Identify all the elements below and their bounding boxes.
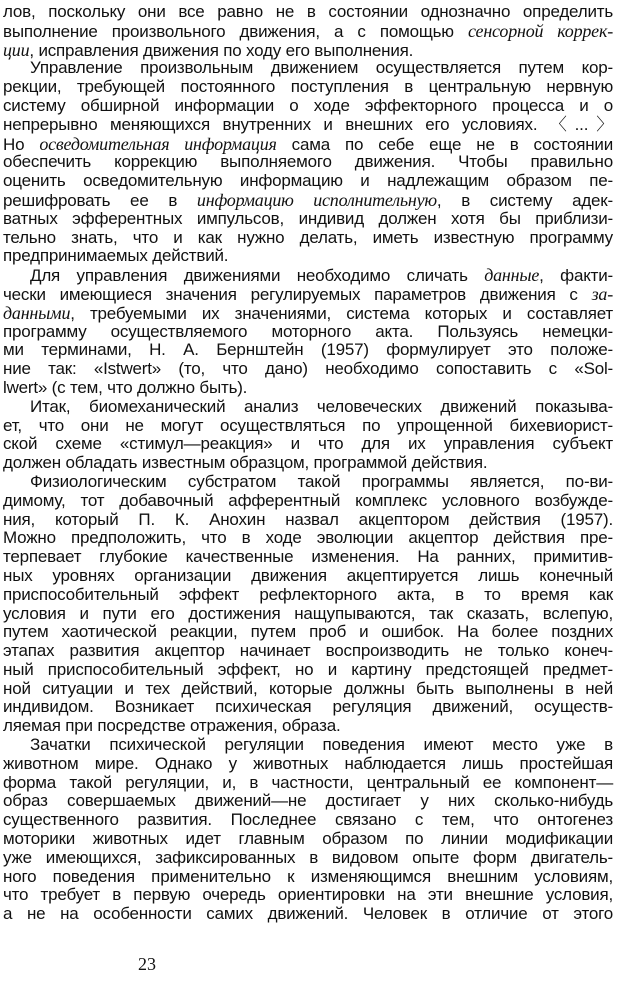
text-line xyxy=(3,229,613,248)
text-segment: животном мире. Однако у животных наблюдается лишь простейшая xyxy=(3,753,613,773)
italic-text: ции xyxy=(3,39,30,60)
text-line xyxy=(3,191,613,210)
text-segment: Итак, биомеханический анализ человеческих движений показыва- xyxy=(30,396,613,416)
text-segment: путем хаотической реакции, путем проб и ошибок. На более поздних xyxy=(3,622,613,642)
text-line xyxy=(3,886,613,905)
text-segment: ми терминами, Н. А. Бернштейн (1957) формулирует это положе- xyxy=(3,340,613,360)
italic-text: данными xyxy=(3,302,71,323)
text-line xyxy=(3,586,613,605)
italic-text: осведомительная информация xyxy=(39,133,277,154)
text-line xyxy=(3,266,613,285)
text-segment: что требует в первую очередь ориентировки на эти внешние условия, xyxy=(3,885,613,905)
text-segment: а не на особенности самих движений. Человек в отличие от этого xyxy=(3,904,613,924)
text-line xyxy=(3,605,613,624)
text-line xyxy=(3,153,613,172)
text-line xyxy=(3,905,613,924)
text-segment: приспособительный эффект рефлекторного акта, в то время как xyxy=(3,584,613,604)
text-segment: ской схеме «стимул—реакция» и что для их управления субъект xyxy=(3,434,613,454)
text-segment: ния, который П. К. Анохин назвал акцептором действия (1957). xyxy=(3,509,613,529)
text-segment: обеспечить коррекцию выполняемого движения. Чтобы правильно xyxy=(3,152,613,172)
text-segment: условия и пути его достижения нащупываются, так сказать, вслепую, xyxy=(3,603,613,623)
text-line xyxy=(3,492,613,511)
text-segment: ет, что они не могут осуществляться по упрощенной бихевиорист- xyxy=(3,415,613,435)
text-segment: ных уровнях организации движения акцептируется лишь конечный xyxy=(3,565,613,585)
text-segment: Зачатки психической регуляции поведения имеют место уже в xyxy=(30,735,613,755)
text-line xyxy=(3,116,613,135)
text-segment: димому, тот добавочный афферентный комплекс условного возбужде- xyxy=(3,490,613,510)
text-segment: индивидом. Возникает психическая регуляция движений, осуществ- xyxy=(3,697,613,717)
text-segment: оценить осведомительную информацию и надлежащим образом пе- xyxy=(3,171,613,191)
text-segment: lwert» (с тем, что должно быть). xyxy=(3,377,248,397)
text-segment: ный приспособительный эффект, но и картину предстоящей предмет- xyxy=(3,659,613,679)
text-line xyxy=(3,398,613,417)
text-segment: существенного развития. Последнее связано с тем, что онтогенез xyxy=(3,810,613,830)
text-line xyxy=(3,661,613,680)
text-line xyxy=(3,285,613,304)
text-segment: тельно знать, что и как нужно делать, иметь известную программу xyxy=(3,227,613,247)
text-line xyxy=(3,830,613,849)
text-segment: уже имеющихся, зафиксированных в видовом опыте форм двигатель- xyxy=(3,847,613,867)
text-segment: ного поведения применительно к изменяющимся внешним условиям, xyxy=(3,866,613,886)
text-line xyxy=(3,567,613,586)
text-line xyxy=(3,774,613,793)
text-line xyxy=(3,210,613,229)
text-segment: моторики животных идет главным образом по линии модификации xyxy=(3,829,613,849)
text-segment: ватных эфферентных импульсов, индивид должен хотя бы приблизи- xyxy=(3,208,613,228)
text-segment: программу осуществляемого моторного акта. Пользуясь немецки- xyxy=(3,321,613,341)
text-segment: этапах развития акцептор начинает воспроизводить не только конеч- xyxy=(3,641,613,661)
text-segment: систему обширной информации о ходе эффекторного процесса и о xyxy=(3,95,613,115)
text-line xyxy=(3,642,613,661)
text-segment: , факти- xyxy=(539,266,613,286)
text-line xyxy=(3,454,613,473)
text-segment: Управление произвольным движением осуществляется путем кор- xyxy=(30,58,613,78)
text-segment: , требуемыми их значениями, система которых и составляет xyxy=(70,303,613,323)
text-segment: Для управления движениями необходимо сличать xyxy=(30,266,485,286)
text-line xyxy=(3,755,613,774)
italic-text: данные xyxy=(484,265,540,286)
text-line xyxy=(3,473,613,492)
italic-text: информацию исполнительную xyxy=(196,189,437,210)
text-line xyxy=(3,41,613,60)
text-line xyxy=(3,341,613,360)
text-segment: сама по себе еще не в состоянии xyxy=(276,134,614,154)
text-segment: ной ситуации и тех действий, которые должны быть выполнены в ней xyxy=(3,678,613,698)
text-segment: образ совершаемых движений—не достигает у них сколько-нибудь xyxy=(3,791,613,811)
text-line xyxy=(3,3,613,22)
text-line xyxy=(3,379,613,398)
text-segment: ние так: «Istwert» (то, что дано) необходимо сопоставить с «Sol- xyxy=(3,359,613,379)
text-segment: , в систему адек- xyxy=(436,190,613,210)
text-line xyxy=(3,868,613,887)
text-segment: Но xyxy=(3,134,40,154)
text-line xyxy=(3,22,613,41)
text-line xyxy=(3,323,613,342)
page-number: 23 xyxy=(138,954,156,974)
text-segment: должен обладать известным образцом, программой действия. xyxy=(3,453,488,473)
text-segment: выполнение произвольного движения, а с помощью xyxy=(3,21,468,41)
text-line xyxy=(3,811,613,830)
text-segment: чески имеющиеся значения регулируемых параметров движения с xyxy=(3,284,592,304)
text-line xyxy=(3,548,613,567)
text-segment: лов, поскольку они все равно не в состоянии однозначно определить xyxy=(3,2,613,21)
text-segment: , исправления движения по ходу его выполнения. xyxy=(29,40,414,60)
italic-text: за- xyxy=(591,283,613,304)
text-line xyxy=(3,717,613,736)
text-line xyxy=(3,680,613,699)
text-segment: предпринимаемых действий. xyxy=(3,246,229,266)
italic-text: сенсорной коррек- xyxy=(467,20,613,41)
text-segment: Можно предположить, что в ходе эволюции акцептор действия пре- xyxy=(3,528,613,548)
text-line xyxy=(3,247,613,266)
text-segment: форма такой регуляции, и, в частности, центральный ее компонент— xyxy=(3,772,613,792)
text-line xyxy=(3,792,613,811)
text-line xyxy=(3,97,613,116)
text-line xyxy=(3,698,613,717)
text-line xyxy=(3,78,613,97)
text-segment: рекции, требующей постоянного поступления в центральную нервную xyxy=(3,77,613,97)
text-segment: ляемая при посредстве отражения, образа. xyxy=(3,716,341,736)
text-segment: терпевает глубокие качественные изменения. На ранних, примитив- xyxy=(3,547,613,567)
text-line xyxy=(3,623,613,642)
text-line xyxy=(3,511,613,530)
text-segment: Физиологическим субстратом такой программы является, по-ви- xyxy=(30,471,613,491)
text-segment: непрерывно меняющихся внутренних и внешних его условиях. 〈...〉 xyxy=(3,114,613,134)
text-line xyxy=(3,135,613,154)
text-segment: решифровать ее в xyxy=(3,190,197,210)
text-line xyxy=(3,172,613,191)
text-line xyxy=(3,304,613,323)
text-line xyxy=(3,529,613,548)
text-line xyxy=(3,435,613,454)
text-line xyxy=(3,360,613,379)
text-line xyxy=(3,59,613,78)
text-line xyxy=(3,417,613,436)
text-line xyxy=(3,849,613,868)
page-body-text xyxy=(3,3,613,924)
text-line xyxy=(3,736,613,755)
